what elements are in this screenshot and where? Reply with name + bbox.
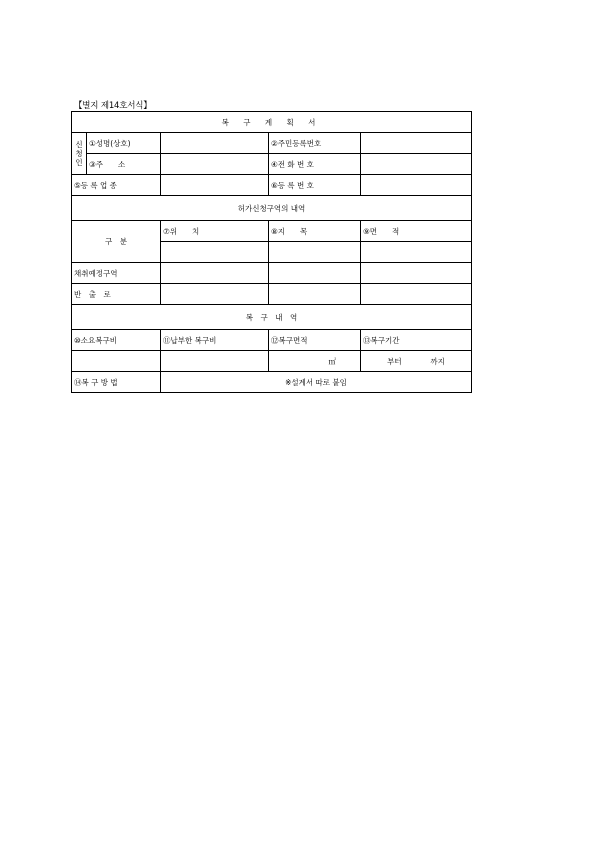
extraction-location-field[interactable] xyxy=(161,263,269,284)
restore-method-note: ※설계서 따로 붙임 xyxy=(161,372,472,393)
haul-road-land-field[interactable] xyxy=(269,284,361,305)
address-field[interactable] xyxy=(161,154,269,175)
applicant-label: 신 청 인 xyxy=(72,133,87,175)
area-header: ⑨면 적 xyxy=(361,221,472,242)
restoration-plan-form xyxy=(71,111,472,393)
business-type-label: ⑤등 록 업 종 xyxy=(72,175,161,196)
form-title: 복 구 계 획 서 xyxy=(72,112,472,133)
period-to-label: 까지 xyxy=(430,356,445,366)
business-type-field[interactable] xyxy=(161,175,269,196)
registration-number-label: ⑥등 록 번 호 xyxy=(269,175,361,196)
address-label: ③주 소 xyxy=(87,154,161,175)
land-category-field[interactable] xyxy=(269,242,361,263)
restore-method-label: ⑭복 구 방 법 xyxy=(72,372,161,393)
area-field[interactable] xyxy=(361,242,472,263)
restore-period-header: ⑬복구기간 xyxy=(361,330,472,351)
haul-road-area-field[interactable] xyxy=(361,284,472,305)
paid-cost-header: ⑪납부한 복구비 xyxy=(161,330,269,351)
extraction-area-label: 채취예정구역 xyxy=(72,263,161,284)
name-label: ①성명(상호) xyxy=(87,133,161,154)
area-unit: ㎡ xyxy=(328,356,336,366)
registration-number-field[interactable] xyxy=(361,175,472,196)
phone-field[interactable] xyxy=(361,154,472,175)
restore-section-heading: 복 구 내 역 xyxy=(72,305,472,330)
name-field[interactable] xyxy=(161,133,269,154)
resident-number-label: ②주민등록번호 xyxy=(269,133,361,154)
haul-road-location-field[interactable] xyxy=(161,284,269,305)
extraction-land-field[interactable] xyxy=(269,263,361,284)
form-number-label: 【별지 제14호서식】 xyxy=(74,101,152,111)
required-cost-field[interactable] xyxy=(72,351,161,372)
required-cost-header: ⑩소요복구비 xyxy=(72,330,161,351)
restore-area-header: ⑫복구면적 xyxy=(269,330,361,351)
resident-number-field[interactable] xyxy=(361,133,472,154)
location-field[interactable] xyxy=(161,242,269,263)
location-header: ⑦위 치 xyxy=(161,221,269,242)
restore-period-field[interactable] xyxy=(361,351,472,372)
land-category-header: ⑧지 목 xyxy=(269,221,361,242)
haul-road-label: 반 출 로 xyxy=(72,284,161,305)
extraction-area-field[interactable] xyxy=(361,263,472,284)
paid-cost-field[interactable] xyxy=(161,351,269,372)
category-header: 구 분 xyxy=(72,221,161,263)
phone-label: ④전 화 번 호 xyxy=(269,154,361,175)
restore-area-field[interactable] xyxy=(269,351,361,372)
permit-section-heading: 허가신청구역의 내역 xyxy=(72,196,472,221)
period-from-label: 부터 xyxy=(387,356,402,366)
